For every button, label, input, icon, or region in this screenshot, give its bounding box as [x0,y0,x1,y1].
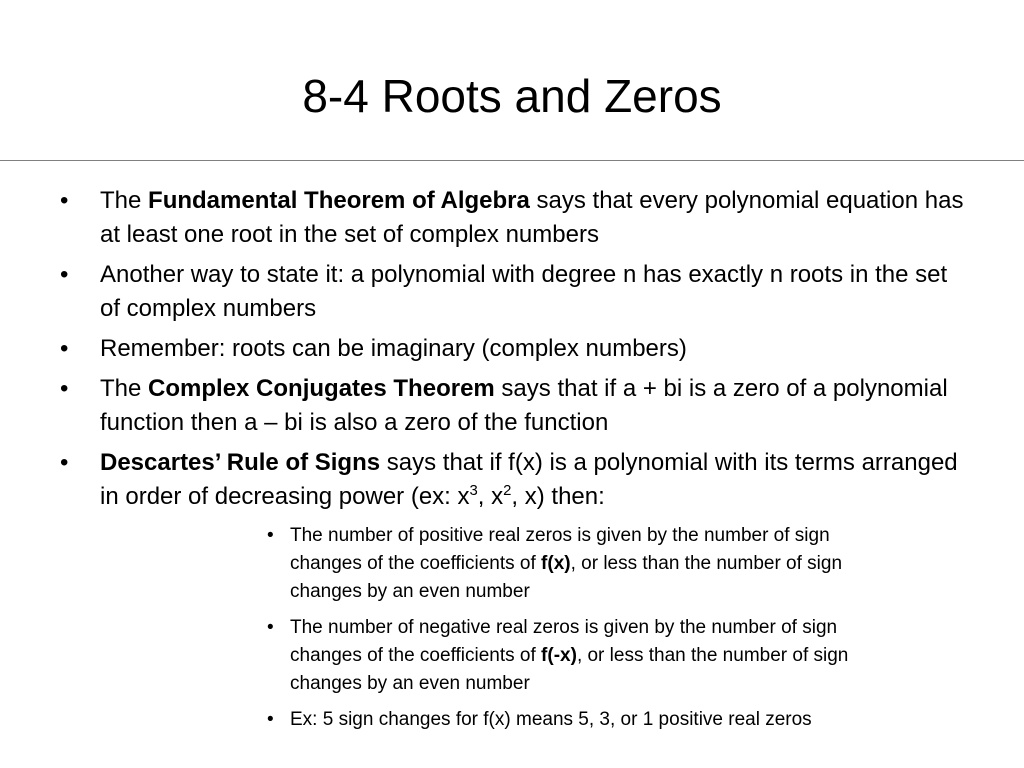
sub-bullet-text-pre: The number of negative real zeros is given by the number of sign changes of the coefficients of [290,617,838,666]
sub-bullet-text-pre: The number of positive real zeros is given by the number of sign changes of the coefficients of [290,525,830,574]
sub-bullet-dot: • [267,709,274,730]
bullet-text-pre: The [100,375,149,402]
bullet-complex-conjugates [0,372,1024,440]
exponent-2: 2 [503,483,512,499]
bullet-text-post: says that if f(x) is a polynomial with its terms arranged in order of decreasing power (ex: x [100,449,958,510]
sub-bullet-wrap [100,522,968,734]
bullet-text: Remember: roots can be imaginary (complex numbers) [100,335,687,362]
bullet-remember [0,332,1024,366]
sub-bullet-dot: • [267,525,274,546]
bullet-text-post: says that every polynomial equation has at least one root in the set of complex numbers [100,187,964,248]
bullet-fundamental-theorem [0,184,1024,252]
sub-bullet-negative-zeros [100,614,968,698]
term-descartes-rule: Descartes’ Rule of Signs [100,449,381,476]
bullet-another-way [0,258,1024,326]
bullet-dot: • [60,335,69,362]
sub-bullet-text-post: , or less than the number of sign changes by an even number [290,553,843,602]
term-fundamental-theorem: Fundamental Theorem of Algebra [148,187,530,214]
term-complex-conjugates: Complex Conjugates Theorem [148,375,495,402]
bullet-dot: • [60,449,69,476]
sub-bullet-list [100,522,968,734]
bullet-dot: • [60,187,69,214]
sub-bullet-dot: • [267,617,274,638]
bullet-dot: • [60,375,69,402]
sub-bullet-text-post: , or less than the number of sign changes by an even number [290,645,849,694]
sub-bullet-positive-zeros [100,522,968,606]
bullet-text-pre: The [100,187,149,214]
bullet-dot: • [60,261,69,288]
bullet-text-mid: , x [477,483,504,510]
bullet-descartes [0,446,1024,734]
bullet-text: Another way to state it: a polynomial with degree n has exactly n roots in the set of complex numbers [100,261,948,322]
title-divider [0,160,1024,161]
exponent-3: 3 [469,483,478,499]
bullet-text-post: says that if a + bi is a zero of a polynomial function then a – bi is also a zero of the function [100,375,948,436]
sub-bullet-text: Ex: 5 sign changes for f(x) means 5, 3, or 1 positive real zeros [290,709,812,730]
term-f-x: f(x) [541,553,571,574]
bullet-text-end: , x) then: [511,483,605,510]
bullet-list [0,184,1024,740]
term-f-neg-x: f(-x) [541,645,577,666]
slide-title: 8-4 Roots and Zeros [302,70,722,122]
sub-bullet-example [100,706,968,734]
